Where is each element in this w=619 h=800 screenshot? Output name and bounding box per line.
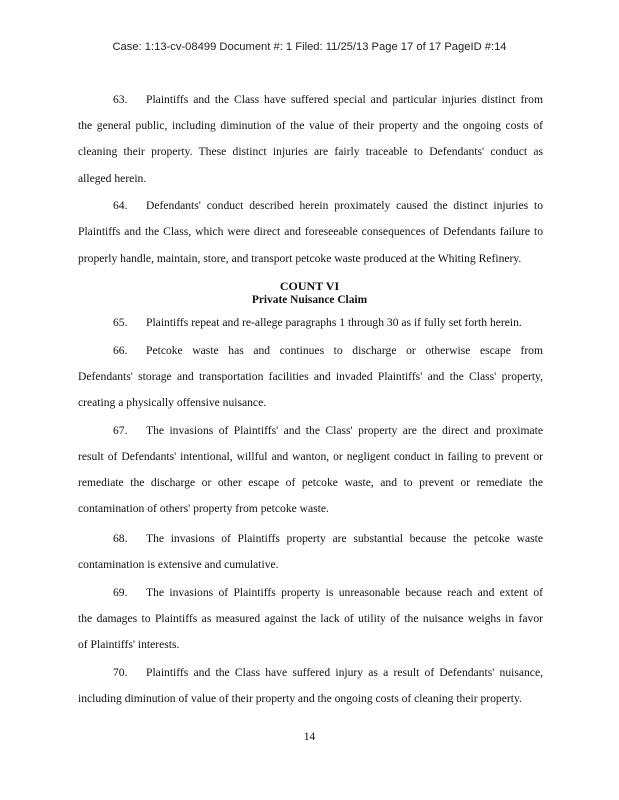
paragraph-line: the general public, including diminution of the value of their property and the ongoing costs of	[78, 119, 543, 132]
paragraph-line: creating a physically offensive nuisance.	[78, 396, 267, 409]
paragraph-number: 69.	[113, 586, 128, 599]
paragraph-line: Plaintiffs repeat and re-allege paragraphs 1 through 30 as if fully set forth herein.	[146, 316, 522, 329]
paragraph-line: alleged herein.	[78, 172, 147, 185]
case-header: Case: 1:13-cv-08499 Document #: 1 Filed: 11/25/13 Page 17 of 17 PageID #:14	[112, 41, 507, 53]
paragraph-number: 64.	[113, 199, 128, 212]
paragraph-line: Plaintiffs and the Class have suffered special and particular injuries distinct from	[146, 93, 543, 106]
paragraph-line: The invasions of Plaintiffs' and the Class' property are the direct and proximate	[146, 424, 543, 437]
paragraph-line: remediate the discharge or other escape of petcoke waste, and to prevent or remediate the	[78, 476, 543, 489]
paragraph-line: The invasions of Plaintiffs property are substantial because the petcoke waste	[146, 532, 543, 545]
paragraph-line: The invasions of Plaintiffs property is unreasonable because reach and extent of	[146, 586, 543, 599]
paragraph-line: contamination is extensive and cumulative.	[78, 558, 279, 571]
count-subheading: Private Nuisance Claim	[251, 294, 368, 306]
paragraph-number: 63.	[113, 93, 128, 106]
paragraph-line: result of Defendants' intentional, willful and wanton, or negligent conduct in failing to prevent or	[78, 450, 543, 463]
paragraph-line: Petcoke waste has and continues to discharge or otherwise escape from	[146, 344, 543, 357]
page-number: 14	[303, 731, 316, 743]
paragraph-line: of Plaintiffs' interests.	[78, 638, 180, 651]
paragraph-line: Plaintiffs and the Class have suffered injury as a result of Defendants' nuisance,	[146, 666, 543, 679]
paragraph-line: contamination of others' property from petcoke waste.	[78, 502, 329, 515]
paragraph-line: the damages to Plaintiffs as measured against the lack of utility of the nuisance weighs in favor	[78, 612, 543, 625]
paragraph-number: 65.	[113, 316, 128, 329]
paragraph-number: 70.	[113, 666, 128, 679]
paragraph-line: properly handle, maintain, store, and transport petcoke waste produced at the Whiting Refinery.	[78, 252, 522, 265]
paragraph-number: 67.	[113, 424, 128, 437]
paragraph-line: including diminution of value of their property and the ongoing costs of cleaning their property.	[78, 692, 522, 705]
paragraph-line: Defendants' storage and transportation facilities and invaded Plaintiffs' and the Class' property,	[78, 370, 543, 383]
paragraph-line: Defendants' conduct described herein proximately caused the distinct injuries to	[146, 199, 543, 212]
paragraph-line: cleaning their property. These distinct injuries are fairly traceable to Defendants' conduct as	[78, 145, 543, 158]
count-heading: COUNT VI	[279, 279, 340, 293]
paragraph-line: Plaintiffs and the Class, which were direct and foreseeable consequences of Defendants failure to	[78, 225, 543, 238]
paragraph-number: 66.	[113, 344, 128, 357]
paragraph-number: 68.	[113, 532, 128, 545]
